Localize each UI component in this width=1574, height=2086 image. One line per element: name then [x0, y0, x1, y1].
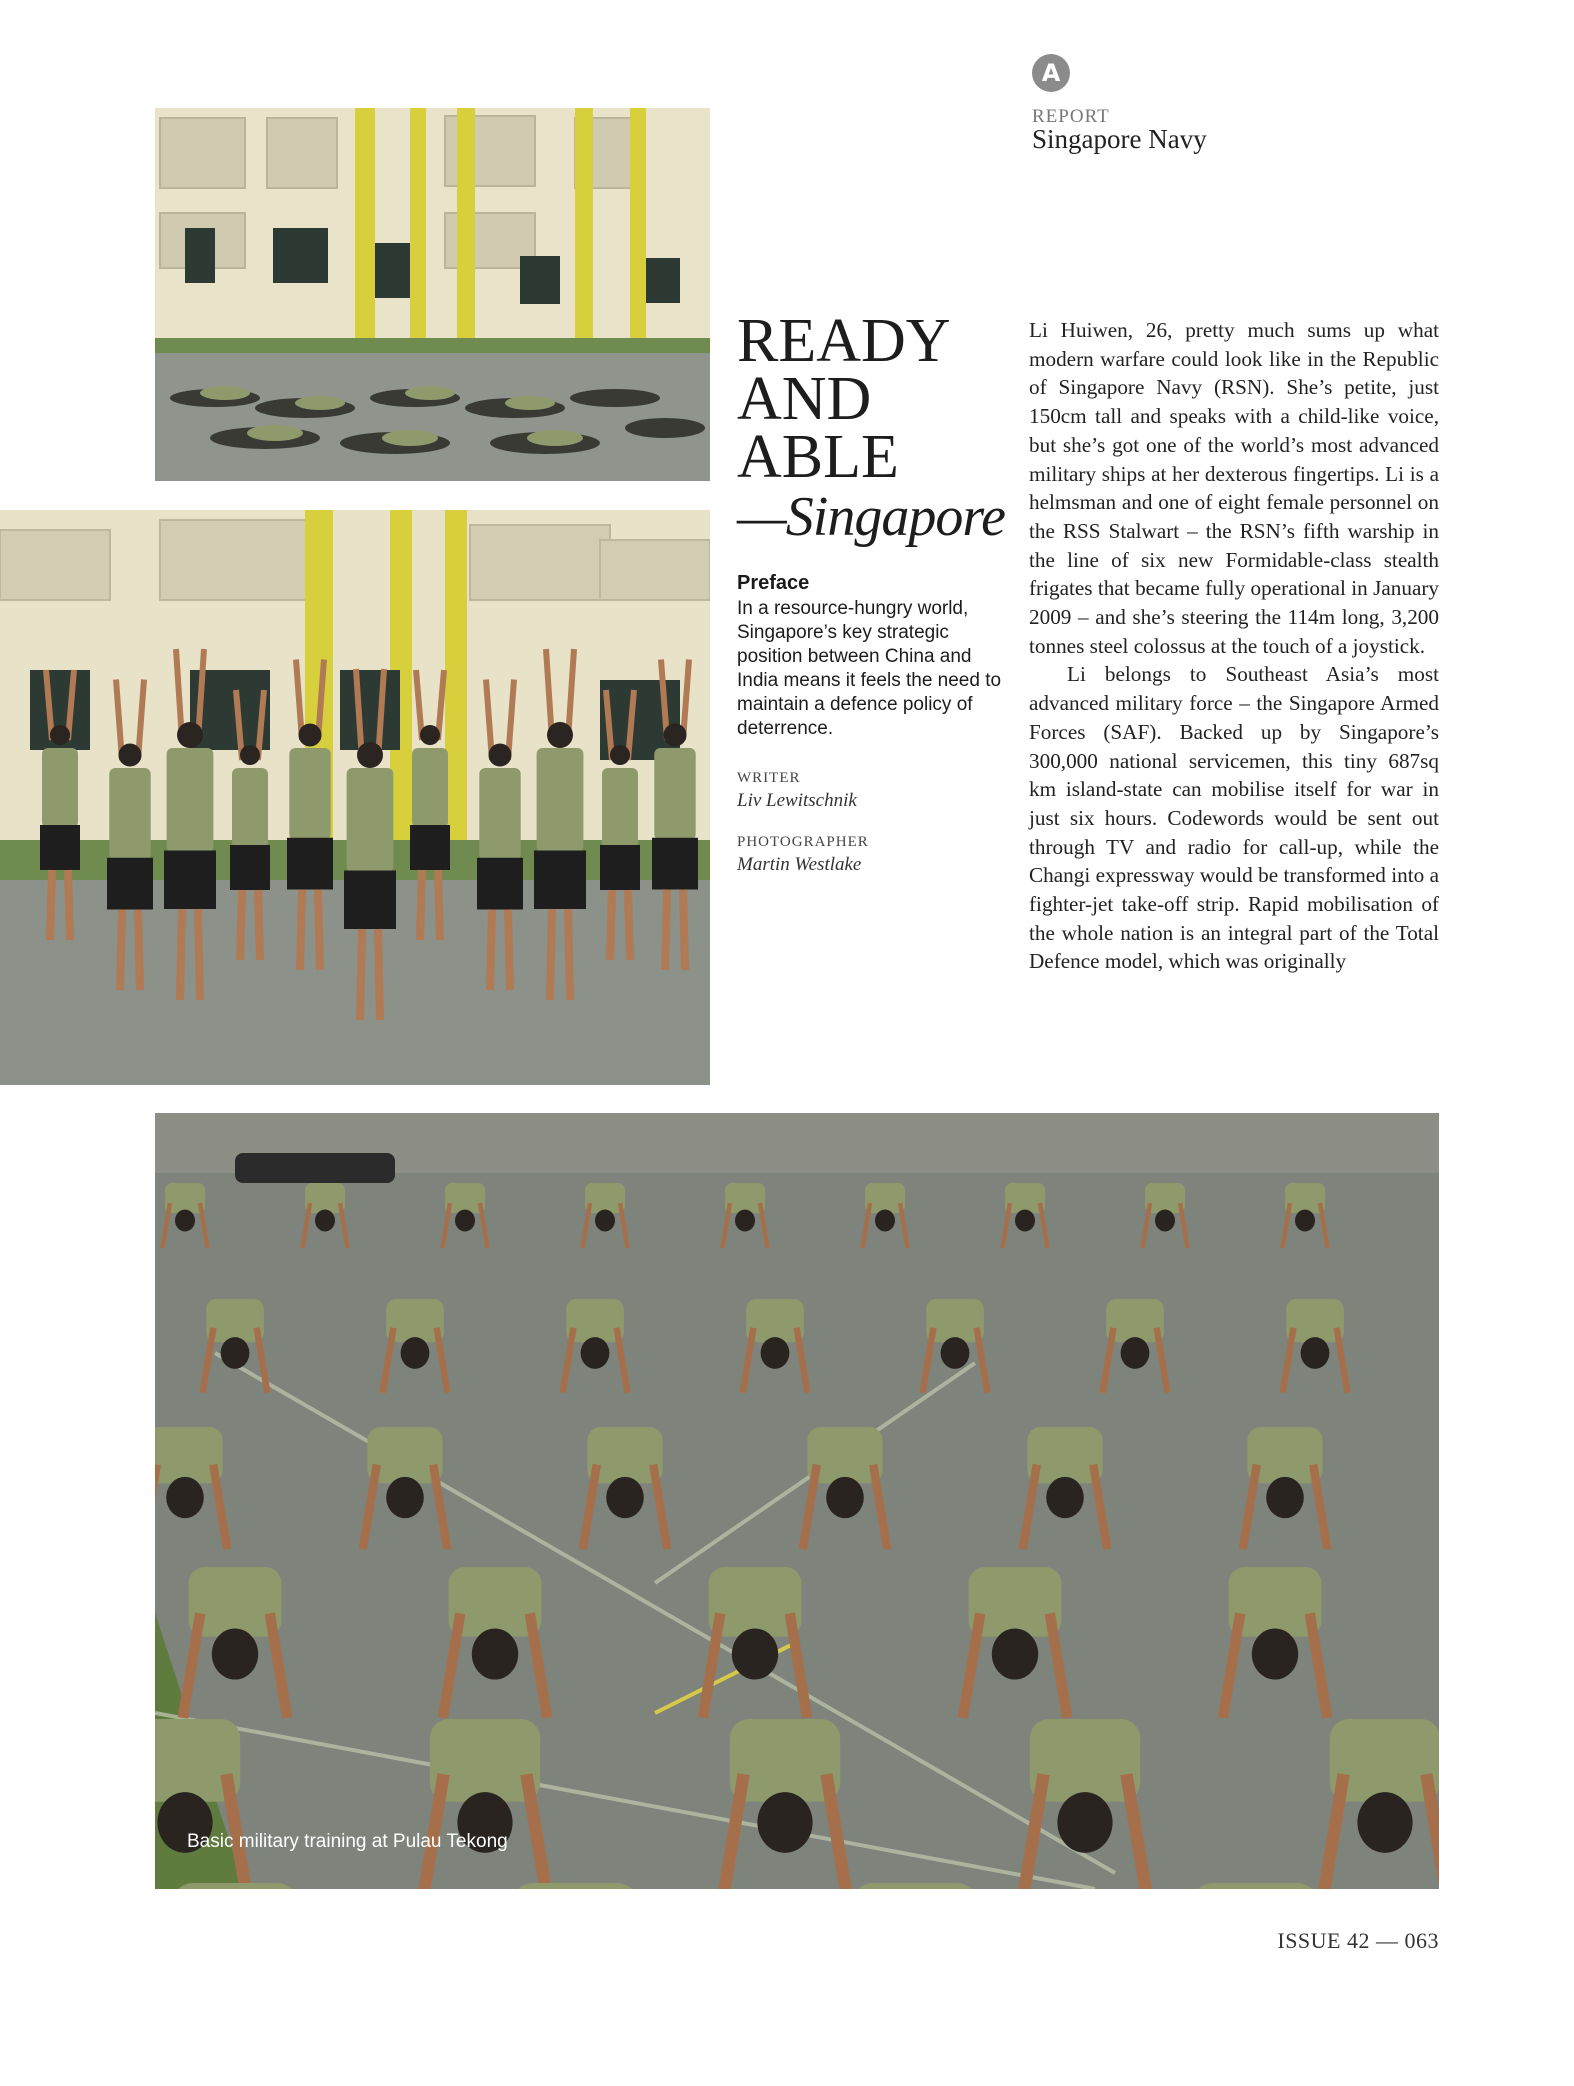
kicker: REPORT: [1032, 106, 1110, 127]
photo-basic-training: [155, 1113, 1439, 1889]
headline-line-2: AND: [737, 365, 872, 433]
writer-label: WRITER: [737, 770, 801, 786]
section-badge-icon: A: [1032, 54, 1070, 92]
article-body: [1029, 316, 1439, 976]
page-folio: ISSUE 42 — 063: [1277, 1928, 1439, 1953]
headline-line-1: READY: [737, 307, 951, 375]
section-title: Singapore Navy: [1032, 124, 1207, 154]
photo-caption: Basic military training at Pulau Tekong: [187, 1831, 508, 1852]
preface-title: Preface: [737, 572, 810, 594]
preface-body: In a resource-hungry world, Singapore’s key strategic position between China and India means it feels the need to maintain a defence policy of deterrence.: [737, 598, 1002, 739]
body-paragraph-1: Li Huiwen, 26, pretty much sums up what modern warfare could look like in the Republic of Singapore Navy (RSN). She’s petite, just 150cm tall and speaks with a child-like voice, but she’s got one of the world’s most advanced military ships at her dexterous fingertips. Li is a helmsman and one of eight female personnel on the RSS Stalwart – the RSN’s fifth warship in the line of six new Formidable-class stealth frigates that became fully operational in January 2009 – and she’s steering the 114m long, 3,200 tonnes steel colossus at the touch of a joystick.: [1029, 318, 1439, 658]
writer-name: Liv Lewitschnik: [737, 790, 857, 811]
headline-line-3: ABLE: [737, 423, 899, 491]
headline-line-4: —Singapore: [737, 486, 1005, 548]
photographer-name: Martin Westlake: [737, 854, 862, 875]
photo-jumping-jacks: [0, 510, 710, 1085]
photographer-label: PHOTOGRAPHER: [737, 834, 869, 850]
photo-situps: [155, 108, 710, 481]
headline: [737, 307, 1027, 548]
body-paragraph-2: Li belongs to Southeast Asia’s most advanced military force – the Singapore Armed Forces (SAF). Backed up by Singapore’s 300,000 national servicemen, this tiny 687sq km island-state can mobilise itself for war in just six hours. Codewords would be sent out through TV and radio for call-up, while the Changi expressway would be transformed into a fighter-jet take-off strip. Rapid mobilisation of the whole nation is an integral part of the Total Defence model, which was originally: [1029, 662, 1439, 974]
